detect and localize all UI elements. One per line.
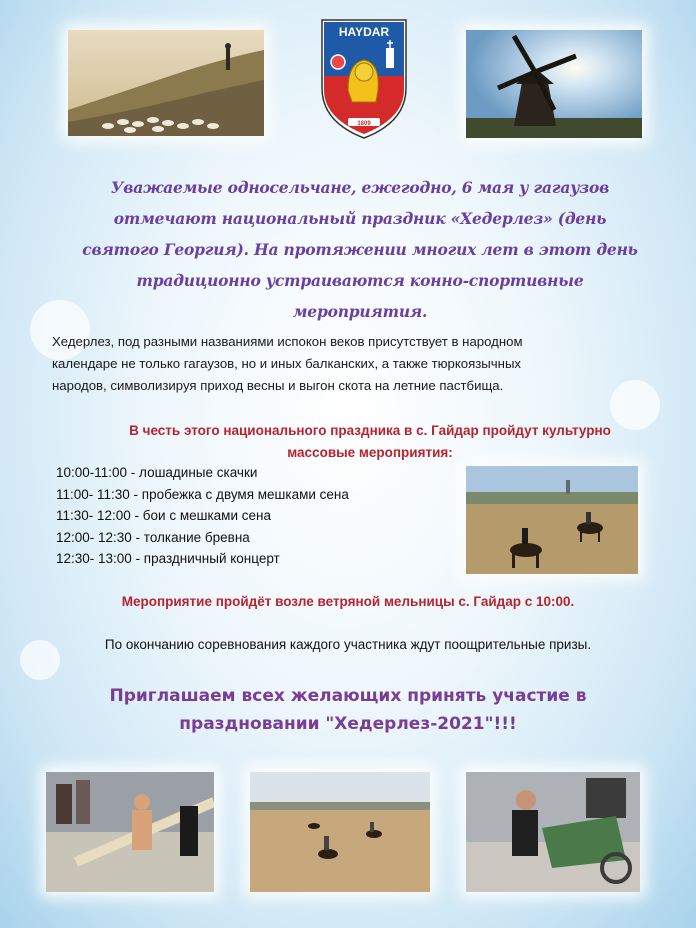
intro-line: мероприятия. xyxy=(292,302,428,321)
intro-paragraph xyxy=(60,172,660,327)
intro-line: отмечают национальный праздник «Хедерлез» (день xyxy=(113,209,607,228)
schedule-item: 10:00-11:00 - лошадиные скачки xyxy=(56,465,258,480)
windmill-photo xyxy=(466,30,642,138)
crest-year: 1809 xyxy=(357,121,371,127)
schedule-list xyxy=(56,462,456,570)
riders-field-photo xyxy=(250,772,430,892)
events-heading-line: массовые мероприятия: xyxy=(287,445,453,460)
events-heading-line: В честь этого национального праздника в с. Гайдар пройдут культурно xyxy=(129,423,611,438)
intro-line: Уважаемые односельчане, ежегодно, 6 мая у гагаузов xyxy=(110,178,610,197)
location-note: Мероприятие пройдёт возле ветряной мельницы с. Гайдар с 10:00. xyxy=(121,594,575,609)
invitation xyxy=(80,682,616,738)
schedule-item: 12:00- 12:30 - толкание бревна xyxy=(56,529,250,545)
invitation-line: праздновании "Хедерлез-2021"!!! xyxy=(179,714,517,734)
cart-race-photo xyxy=(466,772,640,892)
schedule-item: 11:30- 12:00 - бои с мешками сена xyxy=(56,508,271,523)
crest-banner: HAYDAR xyxy=(338,25,390,39)
log-push-photo xyxy=(46,772,214,892)
body-line: народов, символизируя приход весны и выгон скота на летние пастбища. xyxy=(52,378,504,393)
intro-line: традиционно устраиваются конно-спортивные xyxy=(136,271,584,290)
village-crest xyxy=(318,18,410,140)
body-line: Хедерлез, под разными названиями испокон веков присутствует в народном xyxy=(52,334,523,349)
shepherd-photo xyxy=(68,30,264,136)
body-paragraph xyxy=(52,331,674,397)
horse-race-photo xyxy=(466,466,638,574)
events-heading xyxy=(60,420,680,464)
schedule-item: 11:00- 11:30 - пробежка с двумя мешками сена xyxy=(56,486,349,502)
invitation-line: Приглашаем всех желающих принять участие в xyxy=(109,686,587,706)
body-line: календаре не только гагаузов, но и иных балканских, а также тюркоязычных xyxy=(52,356,522,371)
intro-line: святого Георгия). На протяжении многих лет в этот день xyxy=(82,240,638,259)
schedule-item: 12:30- 13:00 - праздничный концерт xyxy=(56,551,280,566)
prizes-note: По окончанию соревнования каждого участника ждут поощрительные призы. xyxy=(104,637,592,652)
